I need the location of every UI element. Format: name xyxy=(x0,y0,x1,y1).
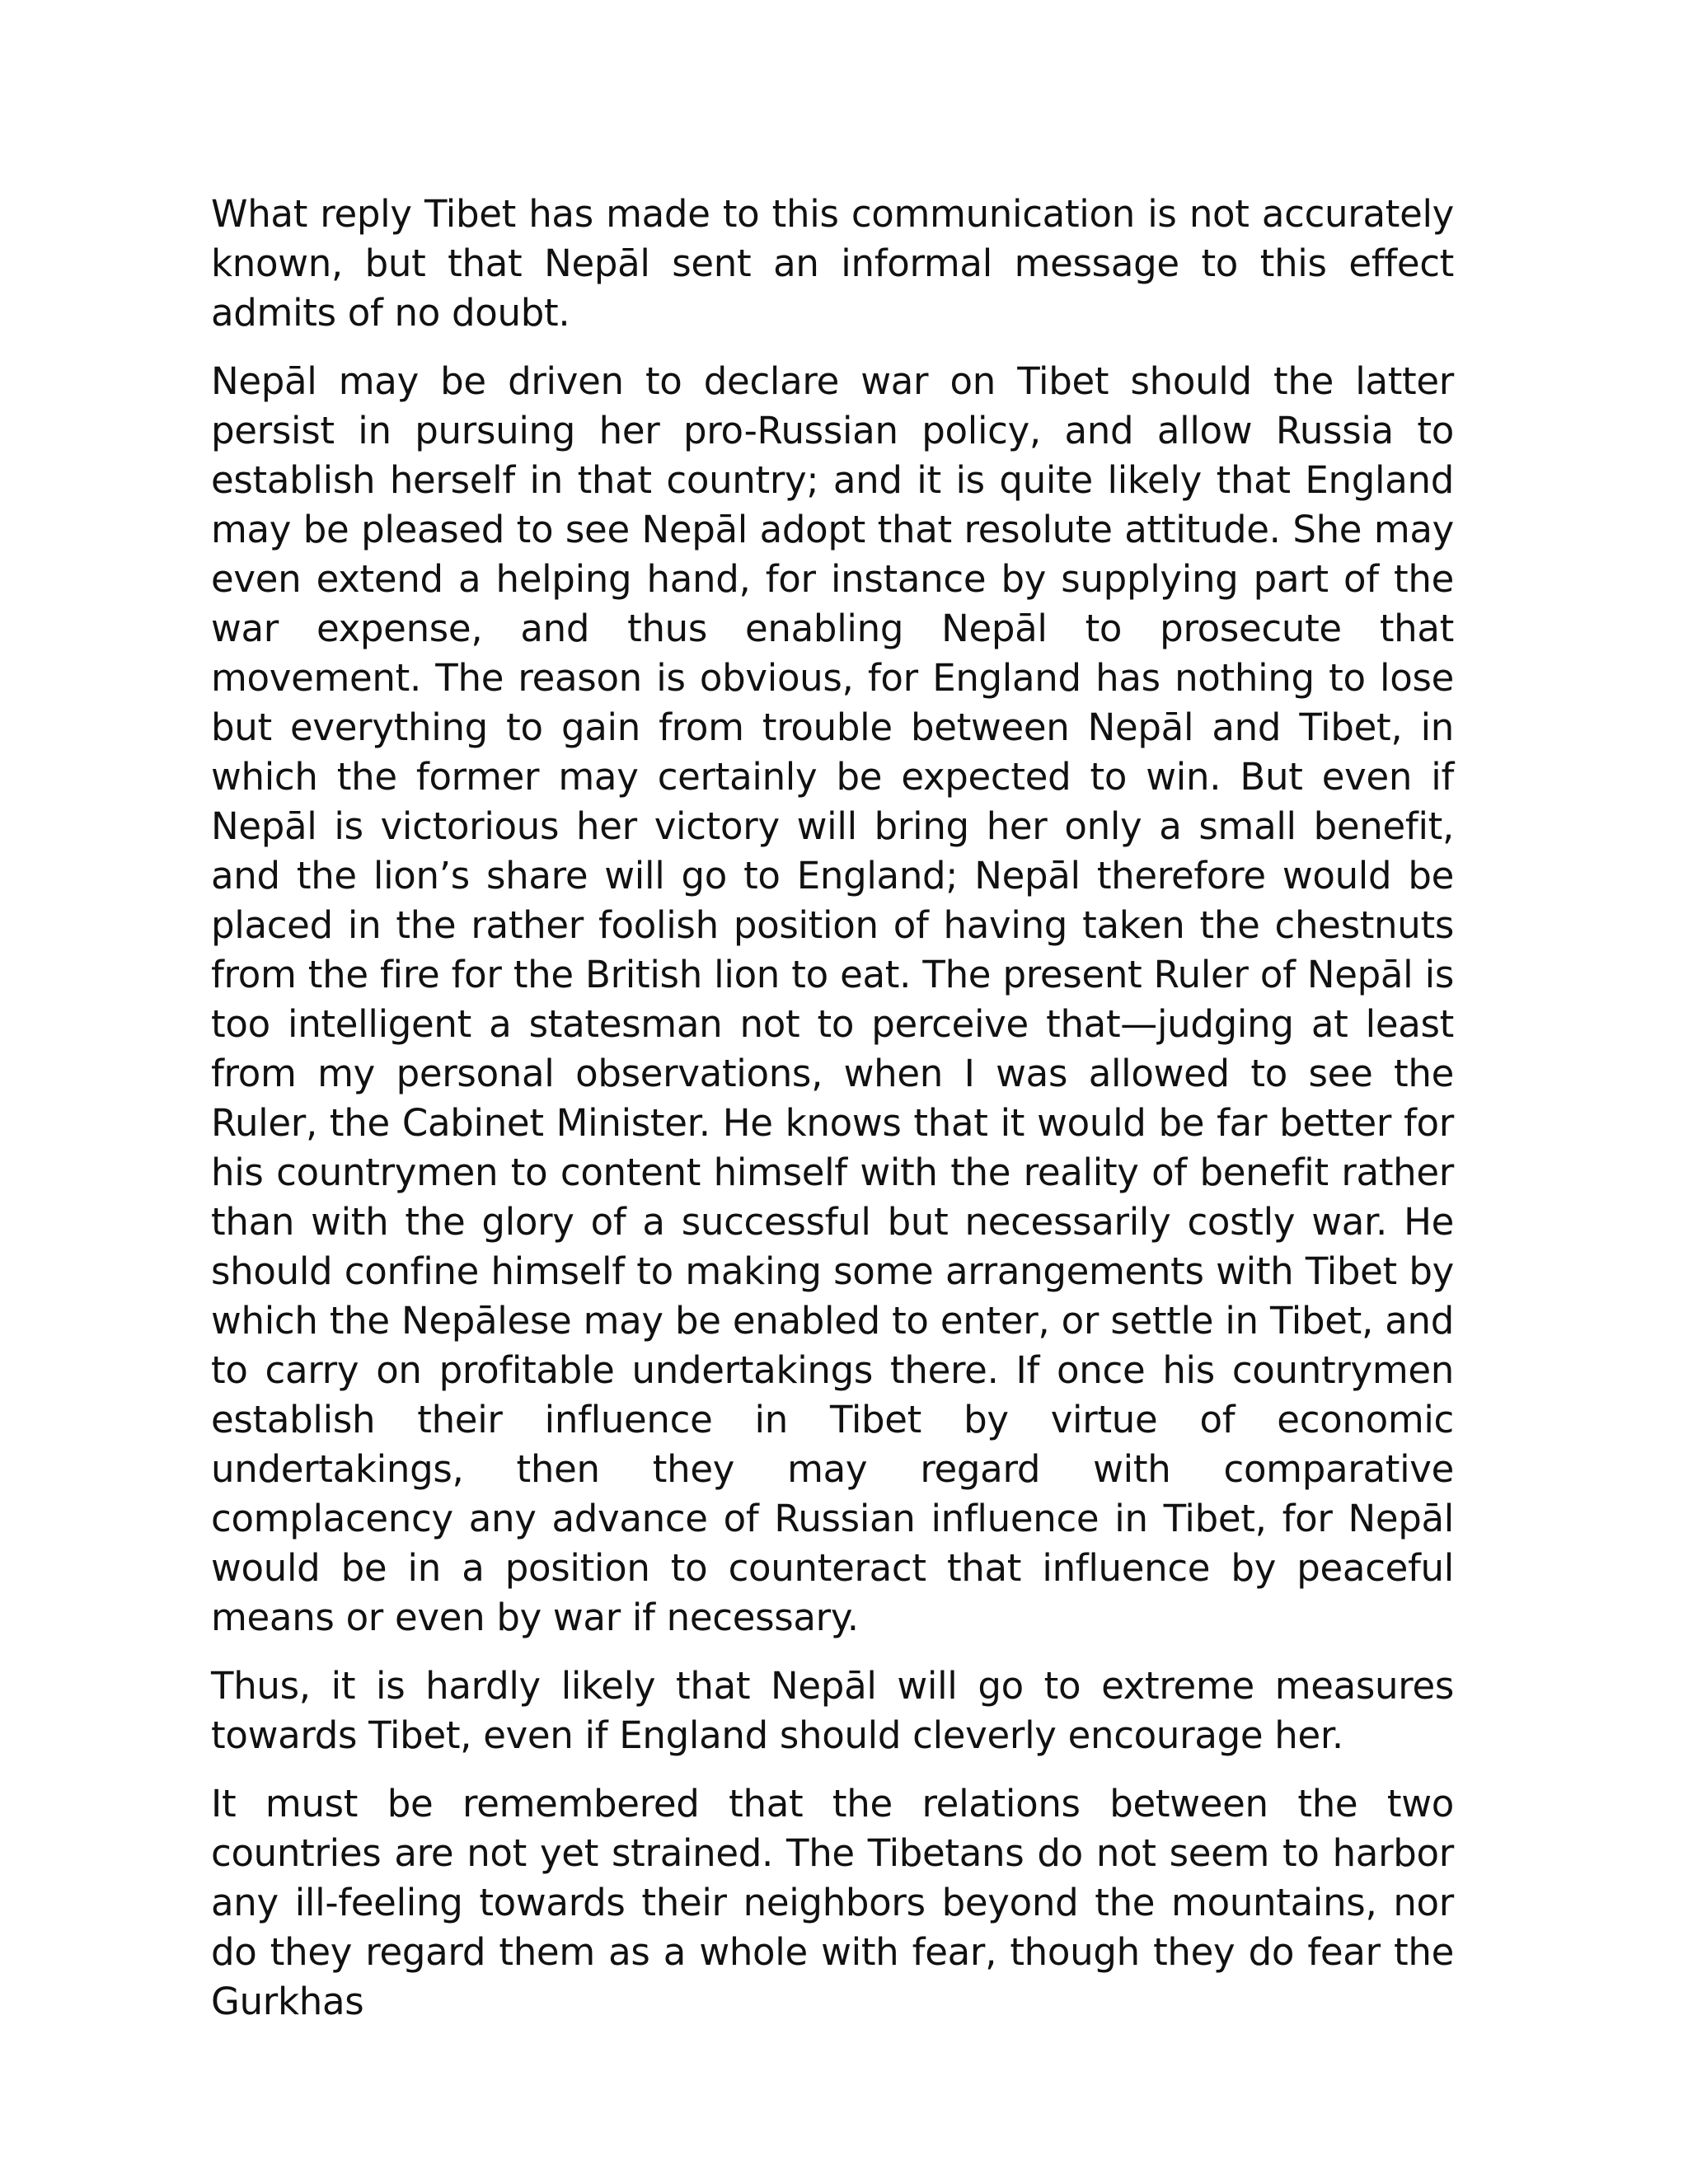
paragraph-3: Thus, it is hardly likely that Nepāl will go to extreme measures towards Tibet, even if England should cleverly encourage her. xyxy=(211,1664,1454,1757)
document-page xyxy=(211,190,1454,2046)
paragraph-2: Nepāl may be driven to declare war on Tibet should the latter persist in pursuing her pro-Russian policy, and allow Russia to establish herself in that country; and it is quite likely that England may be pleased to see Nepāl adopt that resolute attitude. She may even extend a helping hand, for instance by supplying part of the war expense, and thus enabling Nepāl to prosecute that movement. The reason is obvious, for England has nothing to lose but everything to gain from trouble between Nepāl and Tibet, in which the former may certainly be expected to win. But even if Nepāl is victorious her victory will bring her only a small benefit, and the lion’s share will go to England; Nepāl therefore would be placed in the rather foolish position of having taken the chestnuts from the fire for the British lion to eat. The present Ruler of Nepāl is too intelligent a statesman not to perceive that—judging at least from my personal observations, when I was allowed to see the Ruler, the Cabinet Minister. He knows that it would be far better for his countrymen to content himself with the reality of benefit rather than with the glory of a successful but necessarily costly war. He should confine himself to making some arrangements with Tibet by which the Nepālese may be enabled to enter, or settle in Tibet, and to carry on profitable undertakings there. If once his countrymen establish their influence in Tibet by virtue of economic undertakings, then they may regard with comparative complacency any advance of Russian influence in Tibet, for Nepāl would be in a position to counteract that influence by peaceful means or even by war if necessary. xyxy=(211,359,1454,1639)
paragraph-1: What reply Tibet has made to this communication is not accurately known, but that Nepāl sent an informal message to this effect admits of no doubt. xyxy=(211,192,1454,335)
paragraph-4: It must be remembered that the relations between the two countries are not yet strained. The Tibetans do not seem to harbor any ill-feeling towards their neighbors beyond the mountains, nor do they regard them as a whole with fear, though they do fear the Gurkhas xyxy=(211,1782,1454,2023)
